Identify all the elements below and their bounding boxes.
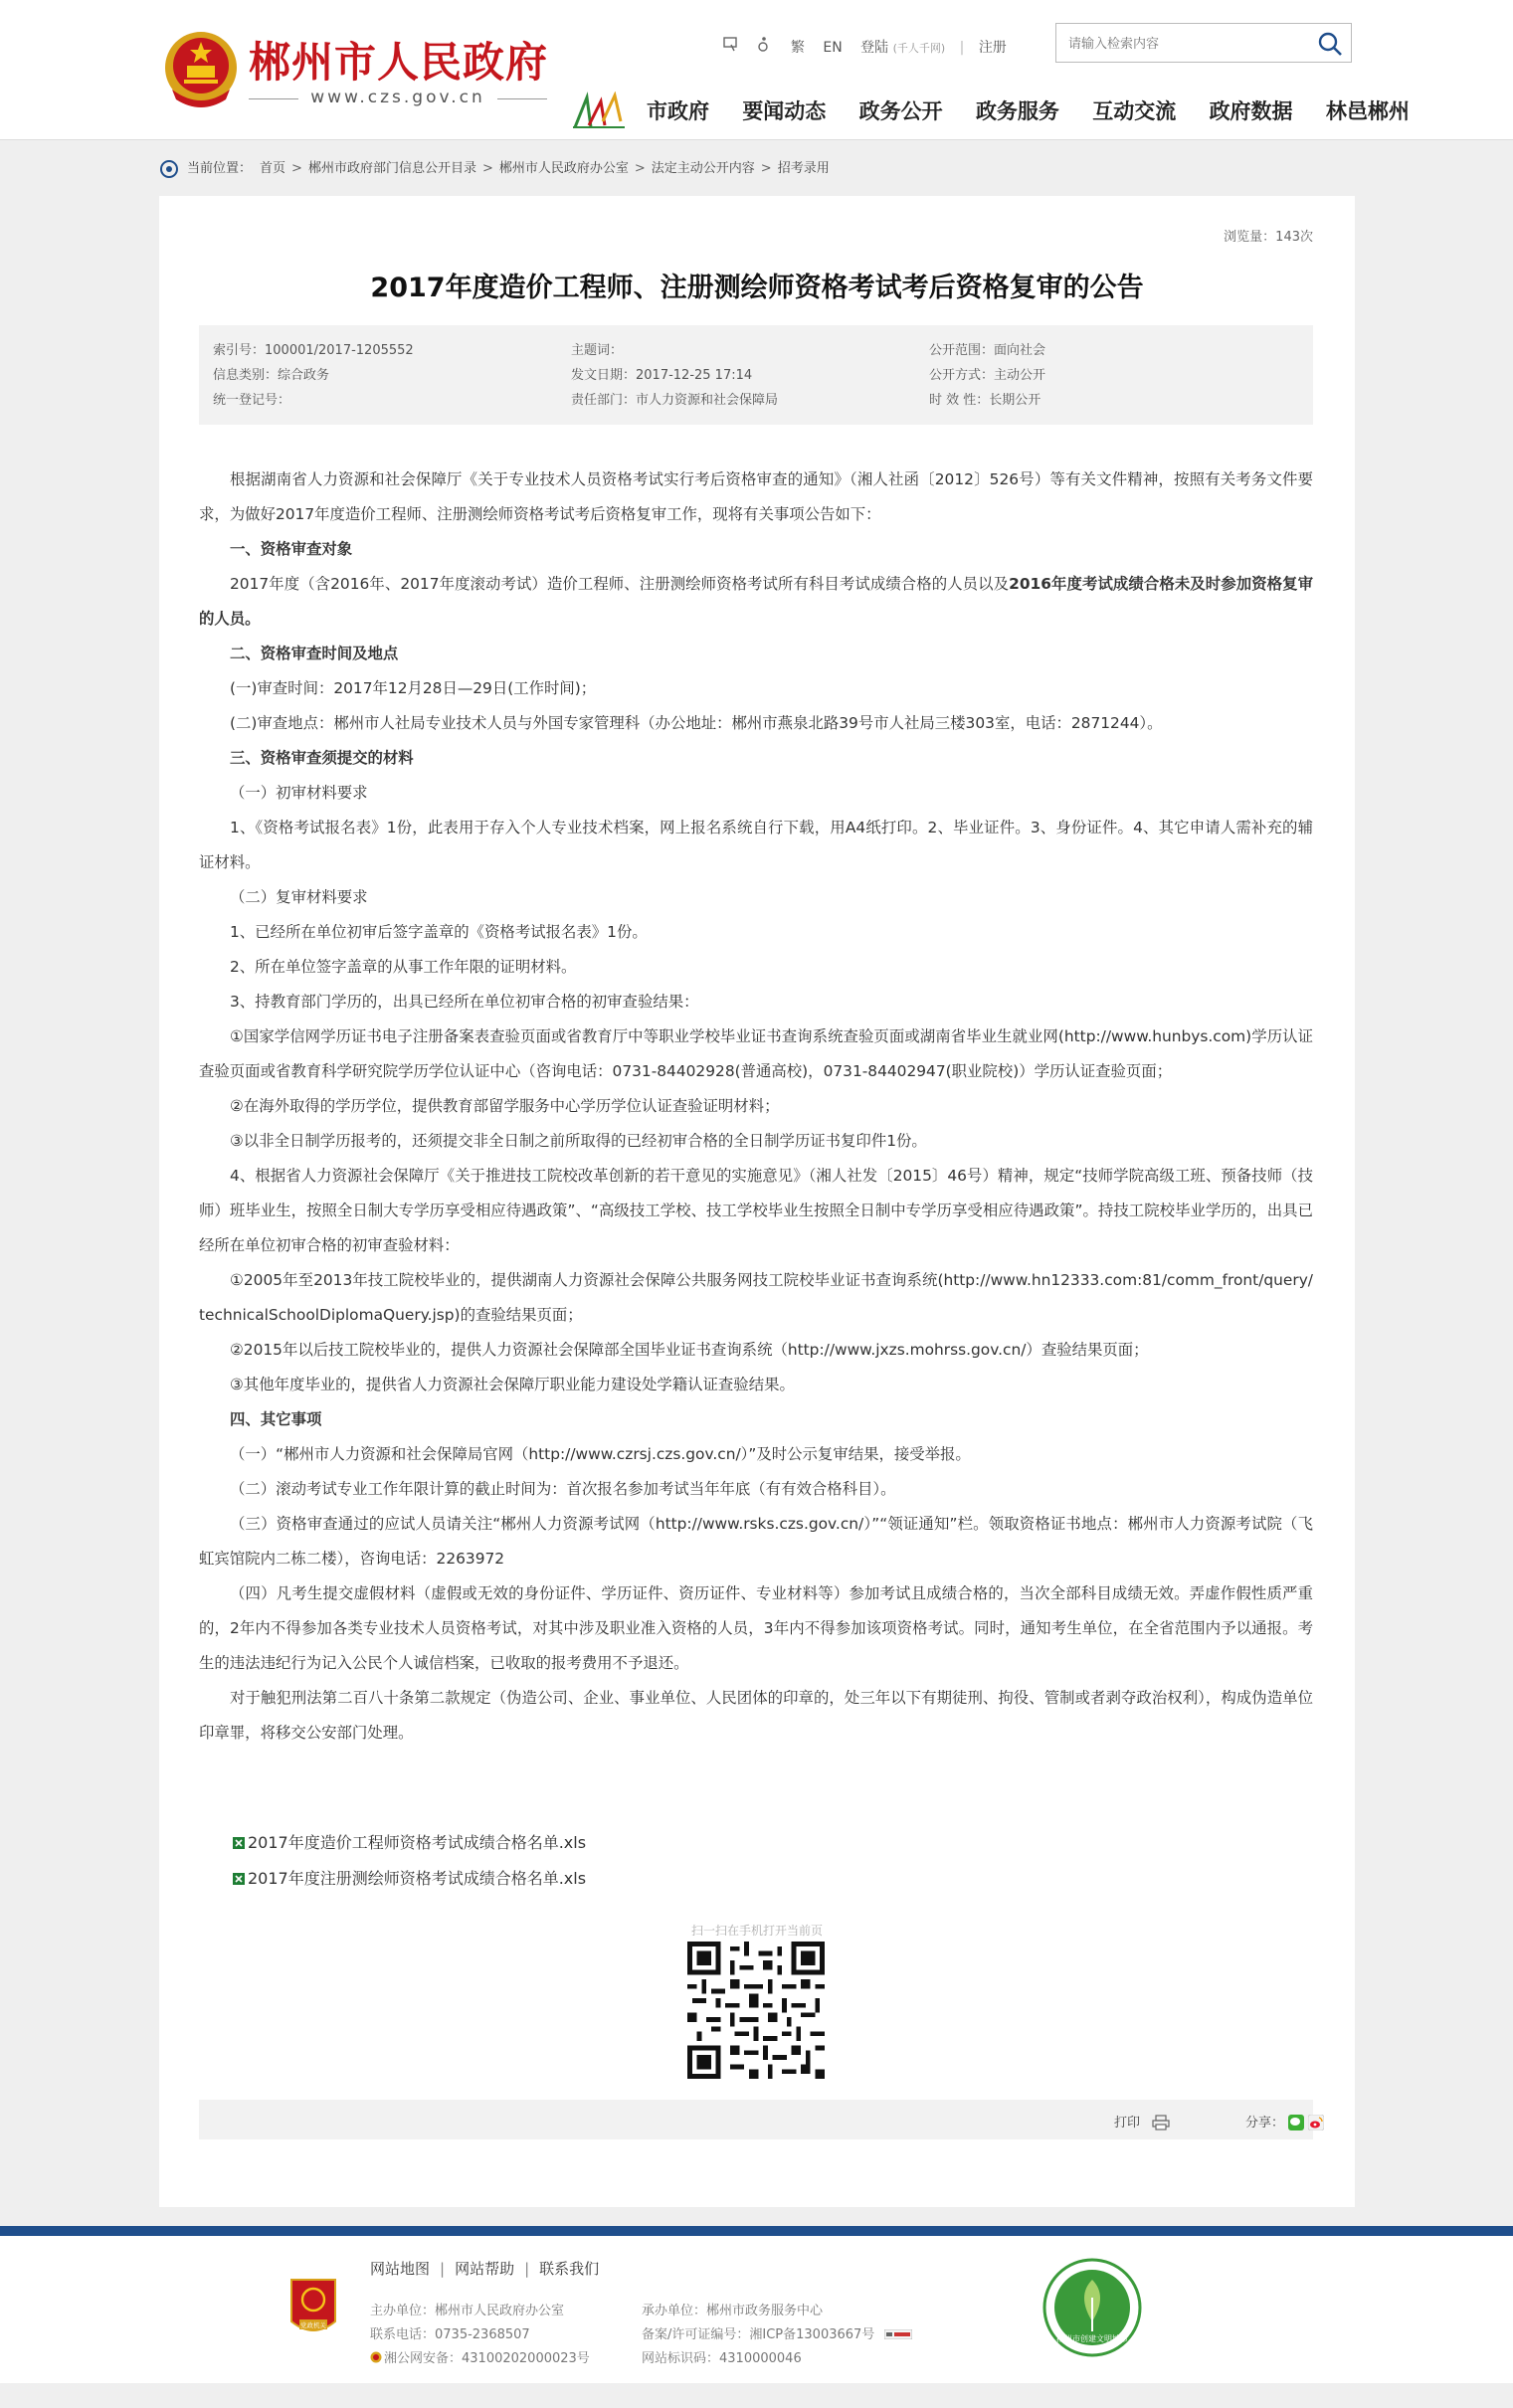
paragraph: ③以非全日制学历报考的，还须提交非全日制之前所取得的已经初审合格的全日制学历证书复印件1份。 bbox=[230, 1132, 927, 1150]
divider: | bbox=[440, 2260, 446, 2278]
english-link[interactable]: EN bbox=[823, 40, 843, 56]
meta-department: 责任部门：市人力资源和社会保障局 bbox=[571, 393, 779, 408]
nav-item-government[interactable]: 市政府 bbox=[647, 99, 709, 123]
footer-sponsor: 主办单位：郴州市人民政府办公室 bbox=[370, 2304, 565, 2318]
seal-text: 郴州市创建文明城市 bbox=[1056, 2334, 1128, 2343]
qr-code-icon bbox=[687, 1942, 825, 2079]
attachment-link[interactable] bbox=[232, 1861, 586, 1897]
breadcrumb-item-recruitment[interactable]: 招考录用 bbox=[777, 161, 830, 176]
section-heading: 一、资格审查对象 bbox=[230, 540, 353, 558]
wechat-icon[interactable] bbox=[1288, 2115, 1304, 2130]
meta-validity: 时 效 性：长期公开 bbox=[929, 393, 1041, 408]
paragraph: 4、根据省人力资源社会保障厅《关于推进技工院校改革创新的若干意见的实施意见》（湘人社发〔2015〕46号）精神，规定“技师学院高级工班、预备技师（技师）班毕业生，按照全日制大专学历享受相应待遇政策”、“高级技工学校、技工学校毕业生按照全日制中专学历享受相应待遇政策”。持技工院校毕业学历的，出具已经所在单位初审合格的初审查验材料： bbox=[199, 1167, 1313, 1254]
qr-caption: 扫一扫在手机打开当前页 bbox=[690, 1924, 823, 1938]
register-link[interactable]: 注册 bbox=[978, 40, 1007, 56]
paragraph: ③其他年度毕业的，提供省人力资源社会保障厅职业能力建设处学籍认证查验结果。 bbox=[230, 1376, 795, 1393]
paragraph: 根据湖南省人力资源和社会保障厅《关于专业技术人员资格考试实行考后资格审查的通知》（湘人社函〔2012〕526号）等有关文件精神，按照有关考务文件要求，为做好2017年度造价工程师、注册测绘师资格考试考后资格复审工作，现将有关事项公告如下： bbox=[199, 470, 1313, 523]
breadcrumb-separator: > bbox=[634, 161, 646, 176]
search-box bbox=[1055, 23, 1352, 63]
paragraph: 1、已经所在单位初审后签字盖章的《资格考试报名表》1份。 bbox=[230, 923, 648, 941]
breadcrumb-label: 当前位置： bbox=[187, 161, 253, 176]
section-heading: 四、其它事项 bbox=[230, 1410, 322, 1428]
paragraph: （三）资格审查通过的应试人员请关注“郴州人力资源考试网（http://www.rsks.czs.gov.cn/）”“领证通知”栏。领取资格证书地点：郴州市人力资源考试院（飞虹宾馆院内二栋二楼），咨询电话：2263972 bbox=[199, 1515, 1313, 1568]
breadcrumb-separator: > bbox=[291, 161, 302, 176]
footer-icp-text[interactable]: 备案/许可证编号：湘ICP备13003667号 bbox=[642, 2327, 875, 2342]
meta-subject: 主题词： bbox=[571, 343, 624, 358]
article-title: 2017年度造价工程师、注册测绘师资格考试考后资格复审的公告 bbox=[370, 273, 1144, 303]
section-heading: 三、资格审查须提交的材料 bbox=[230, 749, 414, 767]
site-footer bbox=[0, 2236, 1513, 2383]
meta-category: 信息类别：综合政务 bbox=[213, 368, 330, 383]
meta-method: 公开方式：主动公开 bbox=[929, 368, 1046, 383]
login-hint: (千人千网) bbox=[892, 42, 946, 55]
nav-item-news[interactable]: 要闻动态 bbox=[742, 99, 827, 123]
view-count: 浏览量：143次 bbox=[1224, 230, 1313, 245]
footer-phone: 联系电话：0735-2368507 bbox=[370, 2327, 530, 2342]
paragraph: ①国家学信网学历证书电子注册备案表查验页面或省教育厅中等职业学校毕业证书查询系统查验页面或湖南省毕业生就业网(http://www.hunbys.com)学历认证查验页面或省教育科学研究院学历学位认证中心（咨询电话：0731-84402928(普通高校)，0731-84402947(职业院校)）学历认证查验页面； bbox=[199, 1027, 1313, 1080]
paragraph bbox=[199, 567, 1313, 637]
weibo-icon[interactable] bbox=[1308, 2115, 1324, 2130]
paragraph: 2、所在单位签字盖章的从事工作年限的证明材料。 bbox=[230, 958, 577, 976]
nav-item-interaction[interactable]: 互动交流 bbox=[1092, 99, 1177, 123]
paragraph: （二）滚动考试专业工作年限计算的截止时间为：首次报名参加考试当年年底（有有效合格科目）。 bbox=[230, 1480, 896, 1498]
divider: | bbox=[959, 40, 965, 56]
excel-file-icon bbox=[232, 1872, 246, 1886]
meta-scope: 公开范围：面向社会 bbox=[929, 343, 1046, 358]
nav-item-services[interactable]: 政务服务 bbox=[975, 99, 1059, 123]
footer-links bbox=[370, 2258, 599, 2279]
paragraph: ②2015年以后技工院校毕业的，提供人力资源社会保障部全国毕业证书查询系统（http://www.jxzs.mohrss.gov.cn/）查验结果页面； bbox=[230, 1341, 1149, 1359]
nav-item-data[interactable]: 政府数据 bbox=[1209, 99, 1293, 123]
paragraph: （一）初审材料要求 bbox=[230, 784, 368, 802]
nav-item-affairs-open[interactable]: 政务公开 bbox=[858, 99, 943, 123]
national-emblem-icon bbox=[162, 28, 240, 109]
site-name[interactable]: 郴州市人民政府 bbox=[249, 38, 549, 87]
share-bar bbox=[199, 2100, 1313, 2139]
paragraph: 3、持教育部门学历的，出具已经所在单位初审合格的初审查验结果： bbox=[230, 993, 699, 1011]
breadcrumb-item-public-content[interactable]: 法定主动公开内容 bbox=[651, 161, 755, 176]
footer-police-text[interactable]: 湘公网安备：43100202000023号 bbox=[384, 2351, 590, 2366]
breadcrumb-item-home[interactable]: 首页 bbox=[260, 161, 286, 176]
article-body bbox=[199, 463, 1313, 1751]
article-meta bbox=[199, 325, 1313, 425]
paragraph: (一)审查时间：2017年12月28日—29日(工作时间)； bbox=[230, 679, 597, 697]
paragraph: ②在海外取得的学历学位，提供教育部留学服务中心学历学位认证查验证明材料； bbox=[230, 1097, 780, 1115]
site-header bbox=[0, 0, 1513, 140]
party-government-badge-icon[interactable] bbox=[287, 2276, 339, 2341]
cnzz-icon[interactable] bbox=[884, 2329, 912, 2339]
meta-index-no: 索引号：100001/2017-1205552 bbox=[213, 343, 414, 358]
main-nav bbox=[647, 95, 1410, 125]
site-url: www.czs.gov.cn bbox=[249, 88, 547, 107]
breadcrumb-separator: > bbox=[760, 161, 772, 176]
police-badge-icon bbox=[370, 2351, 382, 2363]
footer-link-help[interactable]: 网站帮助 bbox=[455, 2260, 515, 2278]
meta-date: 发文日期：2017-12-25 17:14 bbox=[571, 368, 753, 383]
accessibility-icon[interactable] bbox=[722, 40, 742, 56]
attachment-name[interactable]: 2017年度注册测绘师资格考试成绩合格名单.xls bbox=[248, 1869, 587, 1888]
breadcrumb bbox=[159, 157, 830, 179]
breadcrumb-separator: > bbox=[481, 161, 493, 176]
civilized-city-seal-icon[interactable] bbox=[1042, 2258, 1142, 2357]
printer-icon bbox=[1152, 2115, 1170, 2130]
paragraph: ①2005年至2013年技工院校毕业的，提供湖南人力资源社会保障公共服务网技工院校毕业证书查询系统(http://www.hn12333.com:81/comm_front/query/technicalSchoolDiplomaQuery.jsp)的查验结果页面； bbox=[199, 1271, 1313, 1324]
footer-organizer: 承办单位：郴州市政务服务中心 bbox=[642, 2304, 824, 2318]
city-logo-icon bbox=[571, 92, 627, 131]
paragraph: 1、《资格考试报名表》1份，此表用于存入个人专业技术档案，网上报名系统自行下载，用A4纸打印。2、毕业证件。3、身份证件。4、其它申请人需补充的辅证材料。 bbox=[199, 819, 1313, 871]
footer-icp bbox=[642, 2323, 912, 2342]
share-group bbox=[1245, 2112, 1324, 2130]
search-icon[interactable] bbox=[1317, 31, 1343, 57]
print-button[interactable] bbox=[1114, 2112, 1170, 2130]
attachment-name[interactable]: 2017年度造价工程师资格考试成绩合格名单.xls bbox=[248, 1833, 587, 1852]
meta-reg-no: 统一登记号： bbox=[213, 393, 291, 408]
excel-file-icon bbox=[232, 1836, 246, 1850]
footer-police bbox=[370, 2347, 590, 2366]
paragraph: （一）“郴州市人力资源和社会保障局官网（http://www.czrsj.czs.gov.cn/）”及时公示复审结果，接受举报。 bbox=[230, 1445, 971, 1463]
paragraph: （二）复审材料要求 bbox=[230, 888, 368, 906]
location-pin-icon bbox=[159, 159, 179, 179]
footer-link-contact[interactable]: 联系我们 bbox=[539, 2260, 600, 2278]
badge-text: 党政机关 bbox=[300, 2321, 326, 2329]
wheelchair-icon[interactable] bbox=[756, 40, 776, 56]
article-panel bbox=[159, 196, 1355, 2207]
print-label: 打印 bbox=[1114, 2116, 1141, 2130]
section-heading: 二、资格审查时间及地点 bbox=[230, 645, 399, 662]
share-label: 分享： bbox=[1245, 2116, 1285, 2130]
nav-item-linyi-chenzhou[interactable]: 林邑郴州 bbox=[1325, 99, 1410, 123]
divider: | bbox=[524, 2260, 530, 2278]
paragraph: (二)审查地点：郴州市人社局专业技术人员与外国专家管理科（办公地址：郴州市燕泉北路39号市人社局三楼303室，电话：2871244）。 bbox=[230, 714, 1163, 732]
footer-divider bbox=[0, 2226, 1513, 2236]
attachment-link[interactable] bbox=[232, 1825, 586, 1861]
breadcrumb-item-directory[interactable]: 郴州市政府部门信息公开目录 bbox=[307, 161, 476, 176]
footer-link-sitemap[interactable]: 网站地图 bbox=[370, 2260, 431, 2278]
top-links bbox=[722, 36, 1021, 57]
login-link[interactable]: 登陆 bbox=[860, 40, 889, 56]
paragraph: 对于触犯刑法第二百八十条第二款规定（伪造公司、企业、事业单位、人民团体的印章的，处三年以下有期徒刑、拘役、管制或者剥夺政治权利），构成伪造单位印章罪，将移交公安部门处理。 bbox=[199, 1689, 1313, 1742]
breadcrumb-item-office[interactable]: 郴州市人民政府办公室 bbox=[498, 161, 629, 176]
footer-site-code: 网站标识码：4310000046 bbox=[642, 2351, 802, 2366]
attachment-list bbox=[232, 1825, 586, 1897]
paragraph: （四）凡考生提交虚假材料（虚假或无效的身份证件、学历证件、资历证件、专业材料等）参加考试且成绩合格的，当次全部科目成绩无效。弄虚作假性质严重的，2年内不得参加各类专业技术人员资格考试，对其中涉及职业准入资格的人员，3年内不得参加该项资格考试。同时，通知考生单位，在全省范围内予以通报。考生的违法违纪行为记入公民个人诚信档案，已收取的报考费用不予退还。 bbox=[199, 1584, 1313, 1672]
target-intro: 2017年度（含2016年、2017年度滚动考试）造价工程师、注册测绘师资格考试所有科目考试成绩合格的人员以及 bbox=[230, 575, 1010, 593]
traditional-chinese-link[interactable]: 繁 bbox=[790, 40, 805, 56]
search-input[interactable] bbox=[1066, 30, 1309, 58]
target-bold: 2016年度考试成绩合格未及时参加资格复审的人员。 bbox=[199, 575, 1313, 628]
